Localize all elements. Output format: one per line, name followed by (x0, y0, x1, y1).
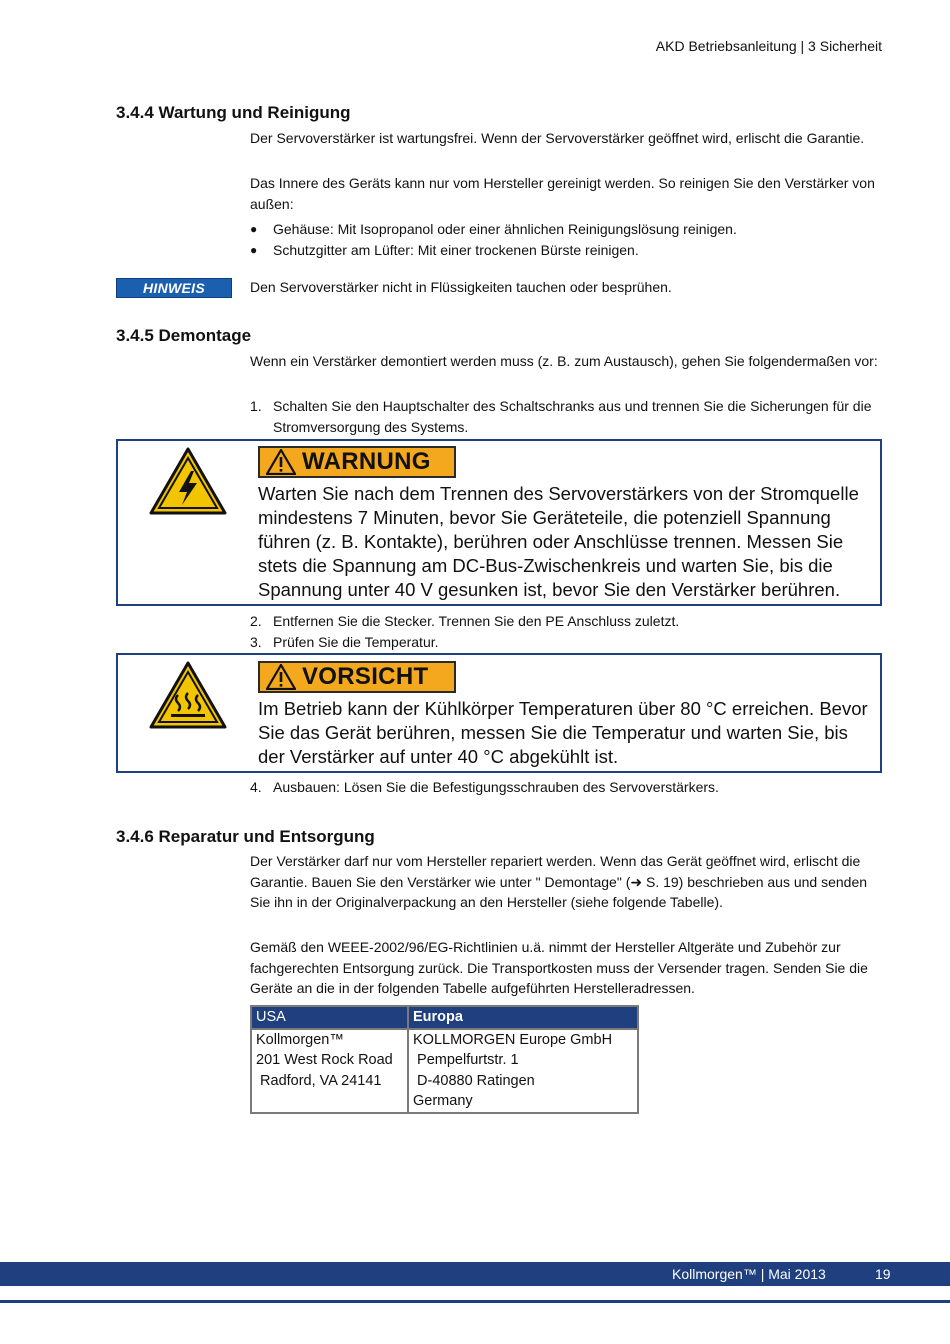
list-item (250, 219, 880, 240)
step-number: 2. (250, 613, 262, 629)
list-item-text: Schutzgitter am Lüfter: Mit einer trockenen Bürste reinigen. (273, 241, 639, 258)
section-heading-demontage: 3.4.5 Demontage (116, 326, 252, 345)
warning-triangle-icon (266, 664, 296, 690)
caution-text: Im Betrieb kann der Kühlkörper Temperaturen über 80 °C erreichen. Bevor Sie das Gerät berühren, messen Sie die Temperatur und warten Sie, bis der Verstärker auf unter 40 °C abgekühlt ist. (258, 698, 868, 767)
usa-address-cell (251, 1029, 408, 1113)
section-heading-wartung: 3.4.4 Wartung und Reinigung (116, 103, 351, 122)
warning-label (258, 446, 456, 478)
step-text: Entfernen Sie die Stecker. Trennen Sie den PE Anschluss zuletzt. (273, 613, 680, 629)
step-number: 4. (250, 779, 262, 795)
warning-triangle-icon (266, 449, 296, 475)
step-text: Prüfen Sie die Temperatur. (273, 634, 439, 650)
step-number: 1. (250, 398, 262, 414)
list-item (250, 611, 880, 632)
list-item-text: Gehäuse: Mit Isopropanol oder einer ähnlichen Reinigungslösung reinigen. (273, 221, 737, 237)
footer-divider (0, 1300, 950, 1303)
caution-label-text: VORSICHT (302, 663, 429, 690)
hinweis-badge: HINWEIS (116, 278, 232, 298)
address-line: D-40880 Ratingen (413, 1072, 535, 1089)
table-header-europa: Europa (408, 1006, 638, 1029)
list-item (250, 777, 880, 798)
table-header-usa: USA (251, 1006, 408, 1029)
page-number: 19 (875, 1266, 891, 1282)
cleaning-bullet-list (250, 219, 880, 260)
list-item (250, 632, 880, 653)
paragraph-wartungsfrei: Der Servoverstärker ist wartungsfrei. Wenn der Servoverstärker geöffnet wird, erlischt die Garantie. (250, 130, 865, 146)
document-header: AKD Betriebsanleitung | 3 Sicherheit (655, 38, 882, 54)
electric-shock-warning-icon (149, 447, 227, 515)
paragraph-reinigung: Das Innere des Geräts kann nur vom Hersteller gereinigt werden. So reinigen Sie den Verstärker von außen: (250, 175, 875, 212)
address-line: Radford, VA 24141 (256, 1072, 382, 1089)
caution-box (116, 653, 882, 773)
hot-surface-warning-icon (149, 661, 227, 729)
caution-label (258, 661, 456, 693)
warning-label-text: WARNUNG (302, 448, 431, 475)
warning-box (116, 439, 882, 606)
hinweis-text: Den Servoverstärker nicht in Flüssigkeiten tauchen oder besprühen. (250, 279, 672, 295)
paragraph-demontage-intro: Wenn ein Verstärker demontiert werden muss (z. B. zum Austausch), gehen Sie folgendermaßen vor: (250, 353, 878, 369)
footer-publisher: Kollmorgen™ | Mai 2013 (672, 1266, 826, 1282)
address-line: Germany (413, 1093, 473, 1109)
list-item (250, 240, 880, 261)
address-line: KOLLMORGEN Europe GmbH (413, 1031, 613, 1048)
section-heading-reparatur: 3.4.6 Reparatur und Entsorgung (116, 827, 375, 846)
bullet-icon: ● (250, 222, 258, 236)
manufacturer-address-table (250, 1005, 639, 1114)
address-line: Pempelfurtstr. 1 (413, 1052, 519, 1068)
step-text: Ausbauen: Lösen Sie die Befestigungsschrauben des Servoverstärkers. (273, 779, 719, 795)
list-item (250, 396, 880, 437)
paragraph-reparatur: Der Verstärker darf nur vom Hersteller repariert werden. Wenn das Gerät geöffnet wird, erlischt die Garantie. Bauen Sie den Verstärker wie unter " Demontage" (➜ S. 19) beschrieben aus und senden Sie ihn in der Originalverpackung an den Hersteller (siehe folgende Tabelle). (250, 853, 868, 910)
warning-text: Warten Sie nach dem Trennen des Servoverstärkers von der Stromquelle mindestens 7 Minuten, bevor Sie Geräteteile, die potenziell Spannung führen (z. B. Kontakte), berühren oder Anschlüsse trennen. Messen Sie stets die Spannung am DC-Bus-Zwischenkreis und warten Sie, bis die Spannung unter 40 V gesunken ist, bevor Sie den Verstärker berühren. (258, 483, 859, 600)
address-line: 201 West Rock Road (256, 1052, 393, 1068)
step-text: Schalten Sie den Hauptschalter des Schaltschranks aus und trennen Sie die Sicherungen für die Stromversorgung des Systems. (273, 398, 872, 435)
europa-address-cell (408, 1029, 638, 1113)
address-line: Kollmorgen™ (256, 1031, 344, 1048)
table-row (251, 1029, 638, 1113)
bullet-icon: ● (250, 242, 258, 257)
step-number: 3. (250, 634, 262, 650)
paragraph-entsorgung: Gemäß den WEEE-2002/96/EG-Richtlinien u.ä. nimmt der Hersteller Altgeräte und Zubehör zur fachgerechten Entsorgung zurück. Die Transportkosten muss der Versender tragen. Senden Sie die Geräte an die in der folgenden Tabelle aufgeführten Herstelleradressen. (250, 939, 868, 996)
table-header-row (251, 1006, 638, 1029)
